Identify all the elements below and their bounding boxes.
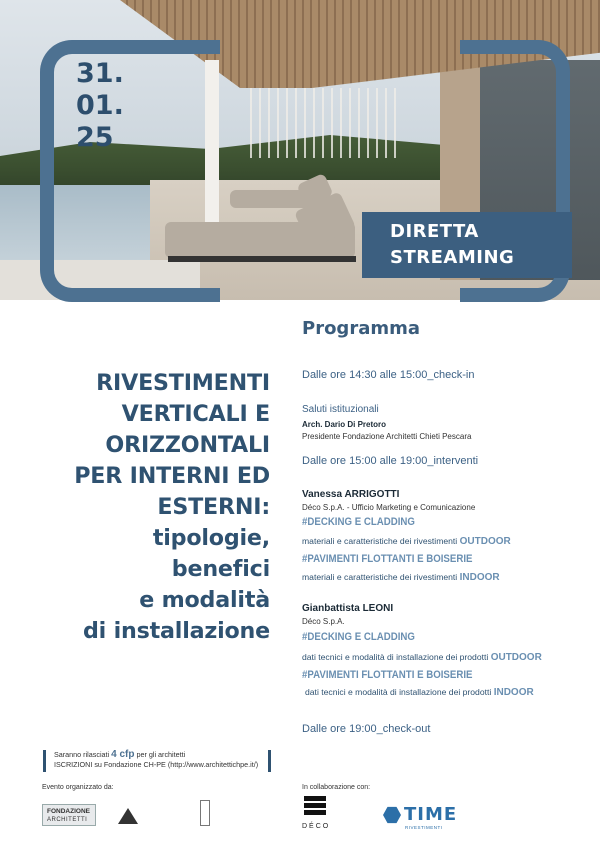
title-line: e modalità (139, 587, 270, 613)
cfp-line (54, 750, 268, 760)
speaker2-name: Gianbattista LEONI (302, 603, 394, 614)
badge-line2: STREAMING (390, 247, 515, 268)
time-logo-text: TIME (404, 804, 458, 825)
badge-line1: DIRETTA (390, 221, 479, 242)
streaming-badge-text (390, 219, 514, 271)
checkout-time: Dalle ore 19:00_check-out (302, 723, 431, 735)
speaker1-tag1: #DECKING E CLADDING (302, 516, 415, 528)
interventi-time: Dalle ore 15:00 alle 19:00_interventi (302, 455, 479, 467)
deco-logo (304, 796, 326, 822)
speaker2-tag2: #PAVIMENTI FLOTTANTI E BOISERIE (302, 669, 473, 681)
speaker1-desc1 (302, 536, 511, 547)
desc-text: dati tecnici e modalità di installazione dei prodotti (305, 687, 492, 697)
fondazione-logo-sub: ARCHITETTI (47, 817, 88, 823)
title-line: tipologie, (152, 525, 270, 551)
cfp-post: per gli architetti (136, 750, 186, 759)
desc-bold: OUTDOOR (490, 652, 542, 663)
registration-link[interactable]: ISCRIZIONI su Fondazione CH-PE (http://www.architettichpe.it/) (54, 760, 259, 769)
speaker2-role: Déco S.p.A. (302, 617, 345, 626)
speaker1-desc2 (302, 572, 500, 583)
date-year: 25 (76, 122, 114, 153)
date-month: 01. (76, 90, 124, 121)
saluti-role: Presidente Fondazione Architetti Chieti Pescara (302, 432, 472, 441)
desc-text: dati tecnici e modalità di installazione dei prodotti (302, 652, 489, 662)
title-line: RIVESTIMENTI (96, 370, 270, 396)
speaker1-tag2: #PAVIMENTI FLOTTANTI E BOISERIE (302, 553, 473, 565)
desc-bold: INDOOR (493, 687, 534, 698)
fondazione-logo-text: FONDAZIONE (47, 808, 90, 815)
checkin-time: Dalle ore 14:30 alle 15:00_check-in (302, 369, 475, 381)
program-heading: Programma (302, 318, 421, 339)
slat-screen (250, 88, 400, 158)
time-logo-sub: RIVESTIMENTI (405, 825, 443, 830)
collaboration-label: In collaborazione con: (302, 784, 371, 791)
date-day: 31. (76, 58, 124, 89)
event-date (76, 58, 166, 154)
desc-text: materiali e caratteristiche dei rivestimenti (302, 536, 458, 546)
event-title (52, 368, 270, 647)
fondazione-architetti-logo (42, 804, 96, 826)
cfp-pre: Saranno rilasciati (54, 750, 110, 759)
ordine-pescara-logo (200, 800, 210, 826)
ordine-architetti-logo (118, 808, 138, 824)
desc-text: materiali e caratteristiche dei rivestimenti (302, 572, 458, 582)
title-line: ORIZZONTALI (105, 432, 270, 458)
title-line: PER INTERNI ED (74, 463, 270, 489)
speaker2-desc2 (305, 687, 534, 698)
speaker2-tag1: #DECKING E CLADDING (302, 631, 415, 643)
speaker1-name: Vanessa ARRIGOTTI (302, 489, 400, 500)
title-line: benefici (171, 556, 270, 582)
desc-bold: INDOOR (459, 572, 500, 583)
saluti-label: Saluti istituzionali (302, 404, 379, 415)
title-line: ESTERNI: (157, 494, 270, 520)
organizer-label: Evento organizzato da: (42, 784, 114, 791)
speaker2-desc1 (302, 652, 542, 663)
cfp-amount: 4 cfp (111, 749, 135, 760)
time-logo-icon (383, 806, 401, 824)
speaker1-role: Déco S.p.A. - Ufficio Marketing e Comunicazione (302, 503, 476, 512)
cfp-info-box (43, 750, 271, 772)
title-line: VERTICALI E (121, 401, 270, 427)
title-line: di installazione (83, 618, 270, 644)
desc-bold: OUTDOOR (459, 536, 511, 547)
saluti-name: Arch. Dario Di Pretoro (302, 420, 387, 429)
deco-logo-text: DÉCO (302, 823, 331, 830)
